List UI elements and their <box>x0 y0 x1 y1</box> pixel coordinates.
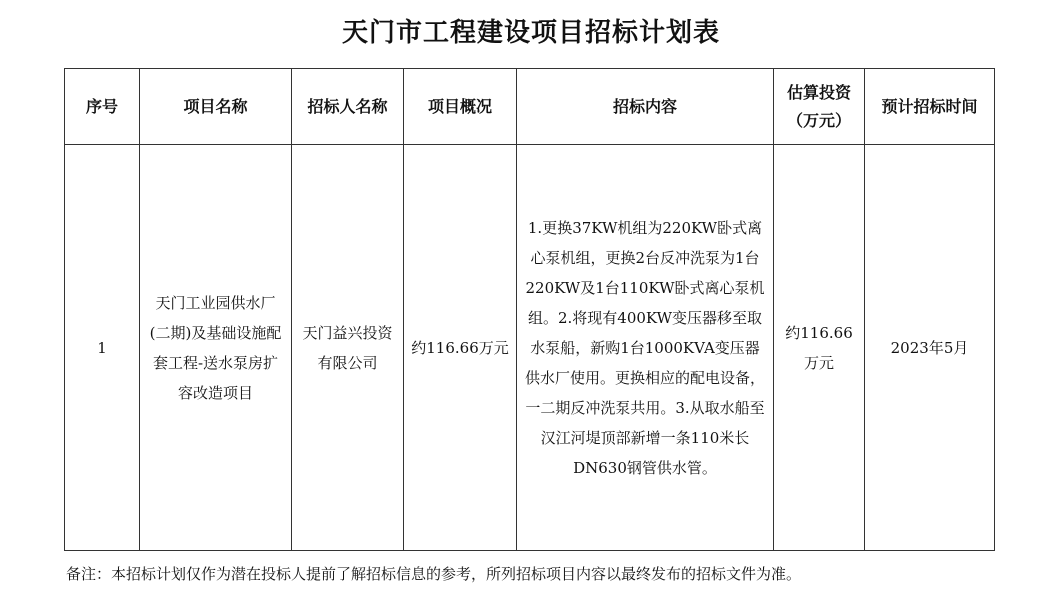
cell-time: 2023年5月 <box>865 145 995 551</box>
header-no: 序号 <box>65 69 140 145</box>
table-header-row <box>65 69 995 145</box>
table-row <box>65 145 995 551</box>
header-investment: 估算投资（万元） <box>774 69 865 145</box>
footnote: 备注：本招标计划仅作为潜在投标人提前了解招标信息的参考，所列招标项目内容以最终发布的招标文件为准。 <box>66 565 802 583</box>
cell-content: 1.更换37KW机组为220KW卧式离心泵机组，更换2台反冲洗泵为1台220KW及1台110KW卧式离心泵机组。2.将现有400KW变压器移至取水泵船，新购1台1000KVA变压器供水厂使用。更换相应的配电设备，一二期反冲洗泵共用。3.从取水船至汉江河堤顶部新增一条110米长DN630钢管供水管。 <box>517 145 774 551</box>
cell-overview: 约116.66万元 <box>404 145 517 551</box>
header-content: 招标内容 <box>517 69 774 145</box>
page-title: 天门市工程建设项目招标计划表 <box>341 18 720 48</box>
cell-investment: 约116.66万元 <box>774 145 865 551</box>
header-tenderer: 招标人名称 <box>292 69 404 145</box>
header-project-name: 项目名称 <box>140 69 292 145</box>
tender-plan-table <box>64 68 995 551</box>
cell-project-name: 天门工业园供水厂(二期)及基础设施配套工程-送水泵房扩容改造项目 <box>140 145 292 551</box>
cell-tenderer: 天门益兴投资有限公司 <box>292 145 404 551</box>
header-overview: 项目概况 <box>404 69 517 145</box>
header-time: 预计招标时间 <box>865 69 995 145</box>
cell-no: 1 <box>65 145 140 551</box>
